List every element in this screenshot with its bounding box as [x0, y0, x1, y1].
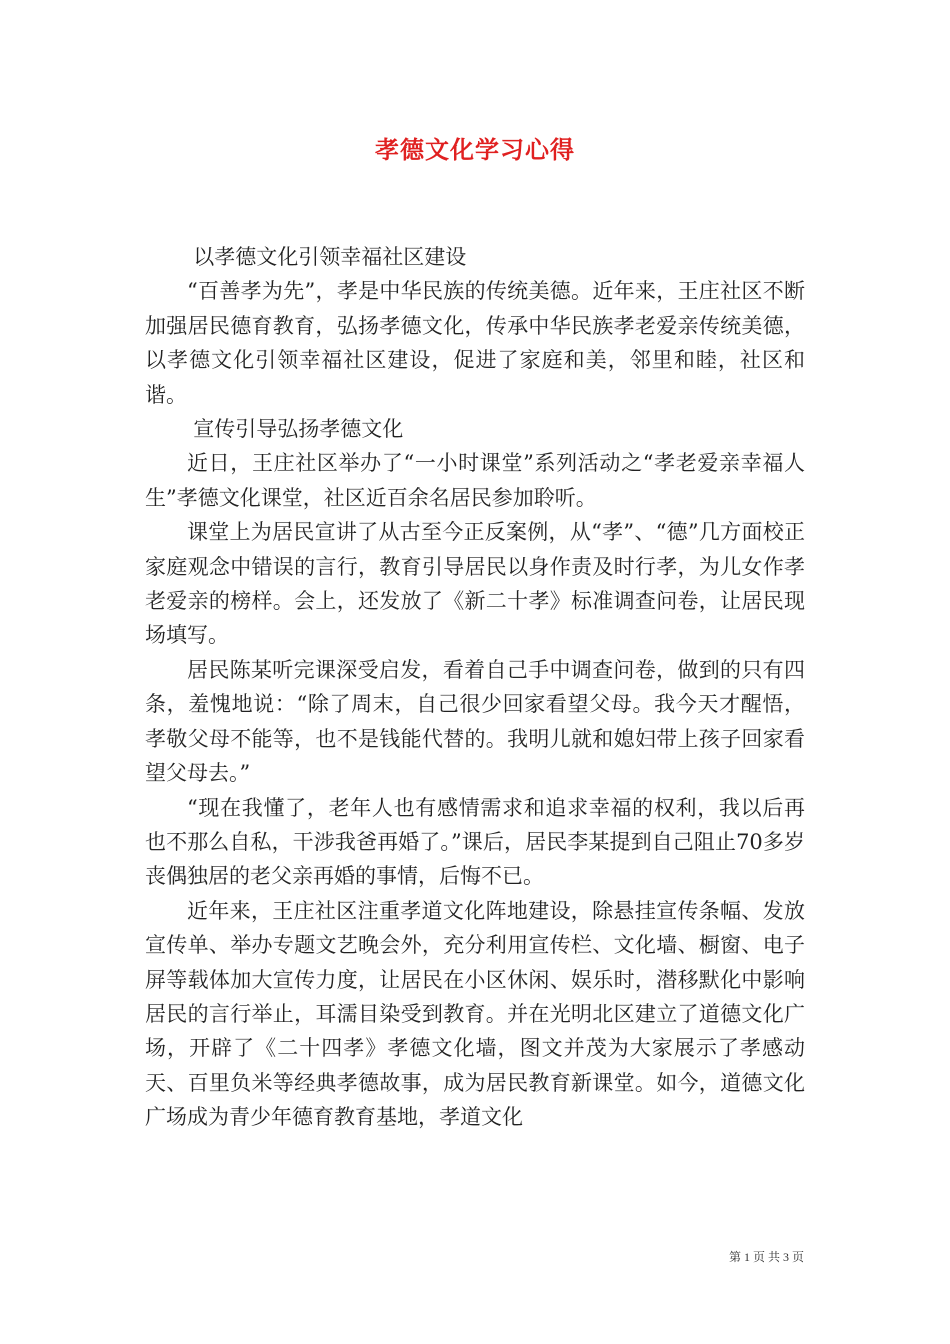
paragraph: 居民陈某听完课深受启发，看着自己手中调查问卷，做到的只有四条，羞愧地说：“除了周末，自己很少回家看望父母。我今天才醒悟，孝敬父母不能等，也不是钱能代替的。我明儿就和媳妇带上孩子回家看望父母去。” — [145, 657, 805, 786]
paragraph: 课堂上为居民宣讲了从古至今正反案例，从“孝”、“德”几方面校正家庭观念中错误的言行，教育引导居民以身作责及时行孝，为儿女作孝老爱亲的榜样。会上，还发放了《新二十孝》标准调查问卷，让居民现场填写。 — [145, 520, 805, 648]
document-title: 孝德文化学习心得 — [375, 135, 575, 164]
paragraph: 近年来，王庄社区注重孝道文化阵地建设，除悬挂宣传条幅、发放宣传单、举办专题文艺晚会外，充分利用宣传栏、文化墙、橱窗、电子屏等载体加大宣传力度，让居民在小区休闲、娱乐时，潜移默化中影响居民的言行举止，耳濡目染受到教育。并在光明北区建立了道德文化广场，开辟了《二十四孝》孝德文化墙，图文并茂为大家展示了孝感动天、百里负米等经典孝德故事，成为居民教育新课堂。如今，道德文化广场成为青少年德育教育基地，孝道文化 — [145, 898, 805, 1130]
paragraph-heading-1: 以孝德文化引领幸福社区建设 — [193, 245, 467, 269]
paragraph: “百善孝为先”，孝是中华民族的传统美德。近年来，王庄社区不断加强居民德育教育，弘扬孝德文化，传承中华民族孝老爱亲传统美德，以孝德文化引领幸福社区建设，促进了家庭和美，邻里和睦，社区和谐。 — [145, 279, 805, 407]
document-body — [145, 240, 805, 1135]
paragraph: “现在我懂了，老年人也有感情需求和追求幸福的权利，我以后再也不那么自私，干涉我爸再婚了。”课后，居民李某提到自己阻止70多岁丧偶独居的老父亲再婚的事情，后悔不已。 — [145, 795, 805, 889]
paragraph: 近日，王庄社区举办了“一小时课堂”系列活动之“孝老爱亲幸福人生”孝德文化课堂，社区近百余名居民参加聆听。 — [145, 451, 805, 510]
paragraph-heading-2: 宣传引导弘扬孝德文化 — [193, 417, 404, 442]
page-number-label: 第 1 页 共 3 页 — [728, 1250, 804, 1264]
